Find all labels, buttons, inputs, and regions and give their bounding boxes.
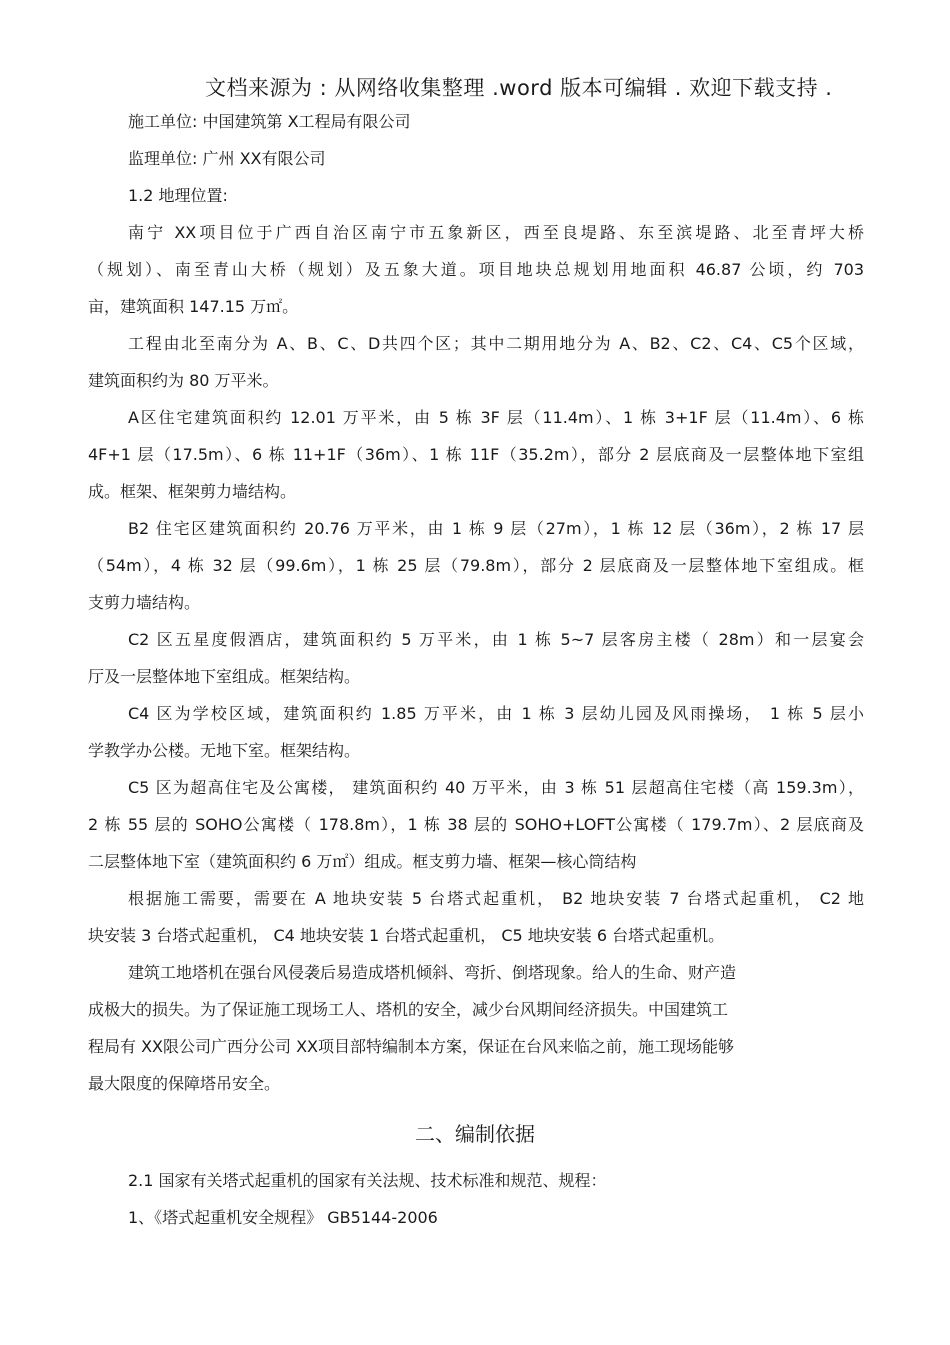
- text-line: （规划）、南至青山大桥（规划）及五象大道。项目地块总规划用地面积 46.87 公顷，约 703: [88, 260, 864, 279]
- text-line: 建筑工地塔机在强台风侵袭后易造成塔机倾斜、弯折、倒塔现象。给人的生命、财产造: [128, 963, 737, 982]
- section-basis: [88, 1162, 864, 1236]
- text-line: 根据施工需要，需要在 A 地块安装 5 台塔式起重机， B2 地块安装 7 台塔式起重机， C2 地: [128, 889, 864, 908]
- text-line: 成极大的损失。为了保证施工现场工人、塔机的安全，减少台风期间经济损失。中国建筑工: [88, 1000, 729, 1019]
- text-line: 南宁 XX项目位于广西自治区南宁市五象新区，西至良堤路、东至滨堤路、北至青坪大桥: [128, 223, 864, 242]
- section-overview: [88, 103, 864, 1102]
- text-line: 程局有 XX限公司广西分公司 XX项目部特编制本方案，保证在台风来临之前，施工现场能够: [88, 1037, 735, 1056]
- text-line: 1、《塔式起重机安全规程》 GB5144-2006: [128, 1208, 438, 1227]
- text-line: 工程由北至南分为 A、B、C、D共四个区；其中二期用地分为 A、B2、C2、C4、C5个区域，: [128, 334, 864, 353]
- text-line: 块安装 3 台塔式起重机， C4 地块安装 1 台塔式起重机， C5 地块安装 6 台塔式起重机。: [88, 926, 725, 945]
- text-line: 2.1 国家有关塔式起重机的国家有关法规、技术标准和规范、规程：: [128, 1171, 607, 1190]
- text-line: （54m），4 栋 32 层（99.6m），1 栋 25 层（79.8m），部分 2 层底商及一层整体地下室组成。框: [88, 556, 864, 575]
- text-line: 施工单位: 中国建筑第 X工程局有限公司: [128, 112, 411, 131]
- text-line: 1.2 地理位置:: [128, 186, 228, 205]
- text-line: 亩，建筑面积 147.15 万㎡。: [88, 297, 299, 316]
- page-header: 文档来源为 : 从网络收集整理 .word 版本可编辑 . 欢迎下载支持 .: [205, 76, 833, 100]
- text-line: C4 区为学校区域，建筑面积约 1.85 万平米，由 1 栋 3 层幼儿园及风雨操场， 1 栋 5 层小: [128, 704, 864, 723]
- text-line: 支剪力墙结构。: [88, 593, 201, 612]
- text-line: 建筑面积约为 80 万平米。: [88, 371, 279, 390]
- section-heading: 二、编制依据: [415, 1122, 535, 1146]
- text-line: 最大限度的保障塔吊安全。: [88, 1074, 281, 1093]
- text-line: 4F+1 层（17.5m）、6 栋 11+1F（36m）、1 栋 11F（35.2m），部分 2 层底商及一层整体地下室组: [88, 445, 864, 464]
- text-line: C5 区为超高住宅及公寓楼， 建筑面积约 40 万平米，由 3 栋 51 层超高住宅楼（高 159.3m），: [128, 778, 864, 797]
- text-line: 监理单位: 广州 XX有限公司: [128, 149, 326, 168]
- text-line: 二层整体地下室（建筑面积约 6 万㎡）组成。框支剪力墙、框架—核心筒结构: [88, 852, 637, 871]
- text-line: C2 区五星度假酒店，建筑面积约 5 万平米，由 1 栋 5~7 层客房主楼（ 28m）和一层宴会: [128, 630, 864, 649]
- text-line: 学教学办公楼。无地下室。框架结构。: [88, 741, 361, 760]
- text-line: B2 住宅区建筑面积约 20.76 万平米，由 1 栋 9 层（27m），1 栋 12 层（36m），2 栋 17 层: [128, 519, 864, 538]
- text-line: A区住宅建筑面积约 12.01 万平米，由 5 栋 3F 层（11.4m）、1 栋 3+1F 层（11.4m）、6 栋: [128, 408, 864, 427]
- text-line: 2 栋 55 层的 SOHO公寓楼（ 178.8m），1 栋 38 层的 SOHO+LOFT公寓楼（ 179.7m）、2 层底商及: [88, 815, 864, 834]
- text-line: 厅及一层整体地下室组成。框架结构。: [88, 667, 361, 686]
- text-line: 成。框架、框架剪力墙结构。: [88, 482, 297, 501]
